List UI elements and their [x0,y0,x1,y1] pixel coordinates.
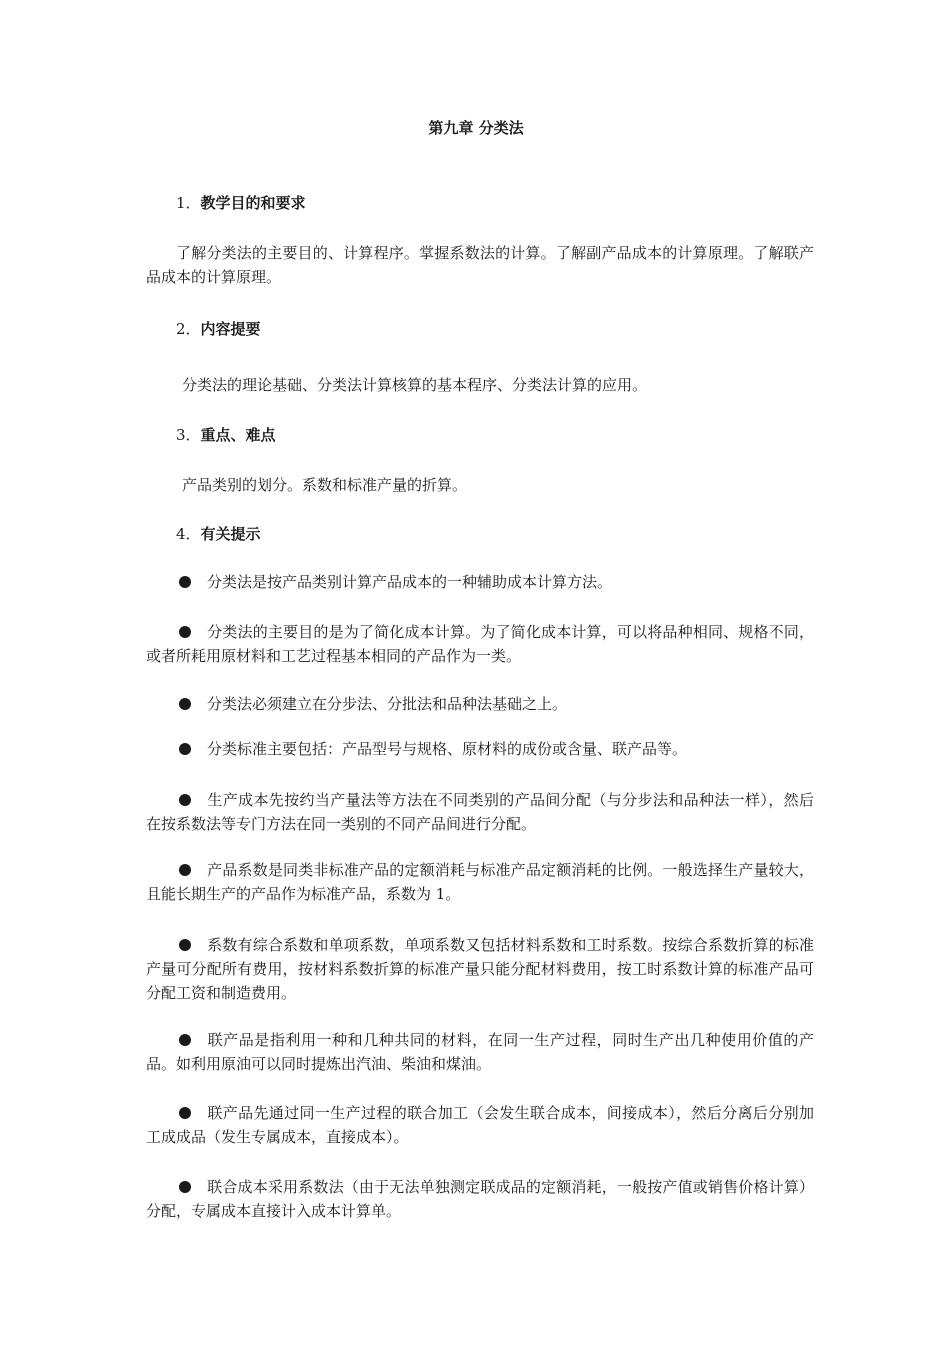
bullet-dot-icon [179,939,191,951]
bullet-item-1 [146,570,814,594]
section-heading-3 [176,424,276,446]
bullet-item-10 [146,1175,814,1223]
bullet-text: 产品系数是同类非标准产品的定额消耗与标准产品定额消耗的比例。一般选择生产量较大，且能长期生产的产品作为标准产品，系数为 1。 [146,861,814,903]
section-heading-4 [176,523,261,545]
chapter-title: 第九章 分类法 [428,119,524,137]
bullet-item-3 [146,692,814,716]
bullet-item-4 [146,737,814,761]
section-number: 2． [176,320,201,338]
bullet-dot-icon [179,1034,191,1046]
bullet-item-9 [146,1101,814,1149]
section-heading-2 [176,318,261,340]
section-heading-text: 内容提要 [200,320,261,338]
bullet-text: 分类标准主要包括：产品型号与规格、原材料的成份或含量、联产品等。 [207,740,688,758]
bullet-text: 联产品先通过同一生产过程的联合加工（会发生联合成本，间接成本），然后分离后分别加工成成品（发生专属成本，直接成本）。 [146,1104,814,1146]
bullet-item-8 [146,1028,814,1076]
bullet-dot-icon [179,626,191,638]
bullet-text: 生产成本先按约当产量法等方法在不同类别的产品间分配（与分步法和品种法一样），然后在按系数法等专门方法在同一类别的不同产品间进行分配。 [146,791,814,833]
bullet-text: 分类法的主要目的是为了简化成本计算。为了简化成本计算，可以将品种相同、规格不同，或者所耗用原材料和工艺过程基本相同的产品作为一类。 [146,623,814,665]
bullet-text: 系数有综合系数和单项系数，单项系数又包括材料系数和工时系数。按综合系数折算的标准产量可分配所有费用，按材料系数折算的标准产量只能分配材料费用，按工时系数计算的标准产品可分配工资和制造费用。 [146,936,814,1002]
bullet-dot-icon [179,1107,191,1119]
bullet-text: 联合成本采用系数法（由于无法单独测定联成品的定额消耗，一般按产值或销售价格计算）分配，专属成本直接计入成本计算单。 [146,1178,814,1220]
bullet-dot-icon [179,698,191,710]
bullet-dot-icon [179,743,191,755]
bullet-text: 分类法必须建立在分步法、分批法和品种法基础之上。 [207,695,568,713]
section-paragraph-2: 分类法的理论基础、分类法计算核算的基本程序、分类法计算的应用。 [182,376,648,394]
bullet-item-7 [146,933,814,1005]
bullet-dot-icon [179,864,191,876]
section-number: 1． [176,194,201,212]
section-heading-text: 有关提示 [200,525,261,543]
bullet-text: 联产品是指利用一种和几种共同的材料，在同一生产过程，同时生产出几种使用价值的产品。如利用原油可以同时提炼出汽油、柴油和煤油。 [146,1031,814,1073]
bullet-dot-icon [179,576,191,588]
bullet-dot-icon [179,794,191,806]
bullet-item-6 [146,858,814,906]
section-paragraph-1: 了解分类法的主要目的、计算程序。掌握系数法的计算。了解副产品成本的计算原理。了解联产品成本的计算原理。 [146,244,814,286]
bullet-dot-icon [179,1181,191,1193]
section-number: 3． [176,426,201,444]
section-heading-text: 教学目的和要求 [200,194,306,212]
bullet-item-5 [146,788,814,836]
section-number: 4． [176,525,201,543]
section-heading-text: 重点、难点 [200,426,276,444]
bullet-text: 分类法是按产品类别计算产品成本的一种辅助成本计算方法。 [207,573,613,591]
section-paragraph-3: 产品类别的划分。系数和标准产量的折算。 [182,476,468,494]
bullet-item-2 [146,620,814,668]
section-heading-1 [176,192,306,214]
